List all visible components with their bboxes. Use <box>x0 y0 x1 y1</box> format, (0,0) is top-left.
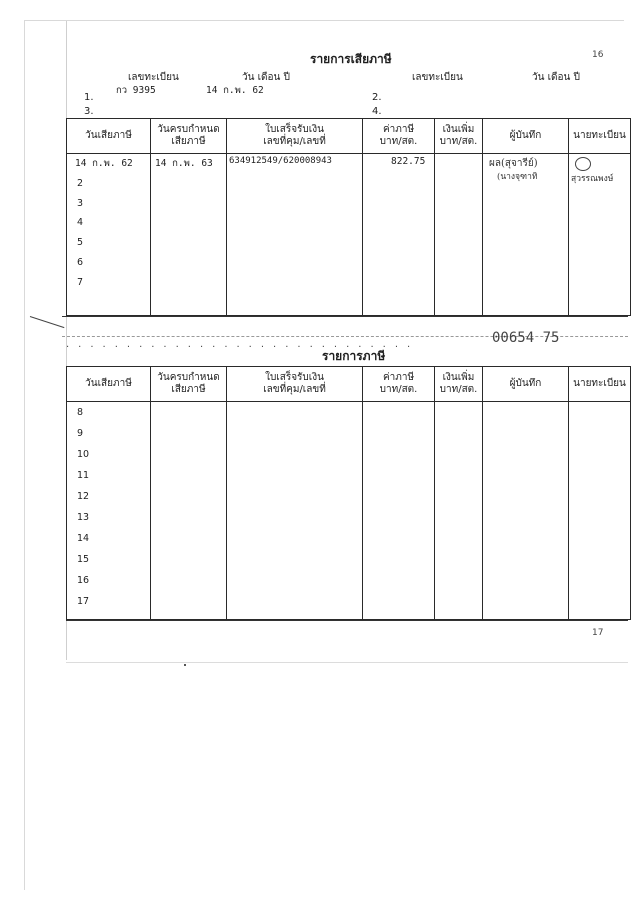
row-number: 12 <box>77 491 90 502</box>
row-number: 10 <box>77 449 90 460</box>
entry-number: 3. <box>84 106 94 117</box>
entry-plate: กว 9395 <box>116 85 156 96</box>
page-edge-left <box>24 20 25 890</box>
column-recorder <box>483 154 569 316</box>
page-edge-top <box>24 20 624 21</box>
header-receipt: ใบเสร็จรับเงิน เลขที่คุม/เลขที่ <box>227 367 363 402</box>
header-receipt: ใบเสร็จรับเงิน เลขที่คุม/เลขที่ <box>227 119 363 154</box>
row-number: 16 <box>77 575 90 586</box>
row-number: 2 <box>77 178 84 189</box>
tax-table-bottom <box>66 366 631 620</box>
column-tax-amount <box>363 402 435 620</box>
table-header-row <box>67 119 631 154</box>
column-tax-date <box>67 402 151 620</box>
column-tax-date <box>67 154 151 316</box>
page-bottom-edge <box>66 662 628 663</box>
label-date-right: วัน เดือน ปี <box>532 72 580 83</box>
row-number: 5 <box>77 237 84 248</box>
column-registrar <box>569 402 631 620</box>
row-number: 13 <box>77 512 90 523</box>
row1-receipt: 634912549/620008943 <box>229 156 332 166</box>
table-body-row <box>67 154 631 316</box>
column-receipt <box>227 402 363 620</box>
row-number: 3 <box>77 198 84 209</box>
form-serial-number: 00654 75 <box>492 330 560 346</box>
header-tax-amount: ค่าภาษี บาท/สต. <box>363 367 435 402</box>
row-number: 7 <box>77 277 84 288</box>
column-due-date <box>151 402 227 620</box>
column-due-date <box>151 154 227 316</box>
row-number: 11 <box>77 470 90 481</box>
tear-line <box>62 316 628 317</box>
row-number: 14 <box>77 533 90 544</box>
registrar-name: สุวรรณพงษ์ <box>571 174 614 184</box>
table-header-row <box>67 367 631 402</box>
entry-number: 1. <box>84 92 94 103</box>
header-tax-date: วันเสียภาษี <box>67 119 151 154</box>
header-recorder: ผู้บันทึก <box>483 119 569 154</box>
column-recorder <box>483 402 569 620</box>
header-recorder: ผู้บันทึก <box>483 367 569 402</box>
header-registrar: นายทะเบียน <box>569 367 631 402</box>
tax-table-top <box>66 118 631 316</box>
recorder-signature: ผล(สุจารีย์) <box>489 158 538 169</box>
column-surcharge <box>435 402 483 620</box>
row-number: 9 <box>77 428 84 439</box>
row-number: 17 <box>77 596 90 607</box>
column-receipt <box>227 154 363 316</box>
column-registrar <box>569 154 631 316</box>
row-number: 4 <box>77 217 84 228</box>
row1-due: 14 ก.พ. 63 <box>155 158 213 169</box>
tax-list-title: รายการภาษี <box>322 349 386 363</box>
scan-speck <box>184 664 186 666</box>
perforation-dots: ····························· <box>66 342 420 353</box>
registrar-signature-mark <box>575 157 591 171</box>
page-number-top: 16 <box>592 50 604 60</box>
row-number: 8 <box>77 407 84 418</box>
table-body-row <box>67 402 631 620</box>
row1-tax: 822.75 <box>391 156 426 167</box>
bottom-rule <box>66 620 628 621</box>
entry-date: 14 ก.พ. 62 <box>206 85 264 96</box>
label-plate-right: เลขทะเบียน <box>412 72 463 83</box>
entry-number: 2. <box>372 92 382 103</box>
column-surcharge <box>435 154 483 316</box>
recorder-name: (นางจุฑาทิ <box>497 172 538 182</box>
header-registrar: นายทะเบียน <box>569 119 631 154</box>
header-surcharge: เงินเพิ่ม บาท/สต. <box>435 119 483 154</box>
label-plate: เลขทะเบียน <box>128 72 179 83</box>
header-surcharge: เงินเพิ่ม บาท/สต. <box>435 367 483 402</box>
header-due-date: วันครบกำหนด เสียภาษี <box>151 367 227 402</box>
row-number: 15 <box>77 554 90 565</box>
label-date: วัน เดือน ปี <box>242 72 290 83</box>
page-number-bottom: 17 <box>592 628 604 638</box>
header-tax-amount: ค่าภาษี บาท/สต. <box>363 119 435 154</box>
entry-number: 4. <box>372 106 382 117</box>
row1-date: 14 ก.พ. 62 <box>75 158 133 169</box>
tax-section-title: รายการเสียภาษี <box>310 52 392 66</box>
column-tax-amount <box>363 154 435 316</box>
header-tax-date: วันเสียภาษี <box>67 367 151 402</box>
row-number: 6 <box>77 257 84 268</box>
tear-mark <box>30 316 65 328</box>
header-due-date: วันครบกำหนด เสียภาษี <box>151 119 227 154</box>
